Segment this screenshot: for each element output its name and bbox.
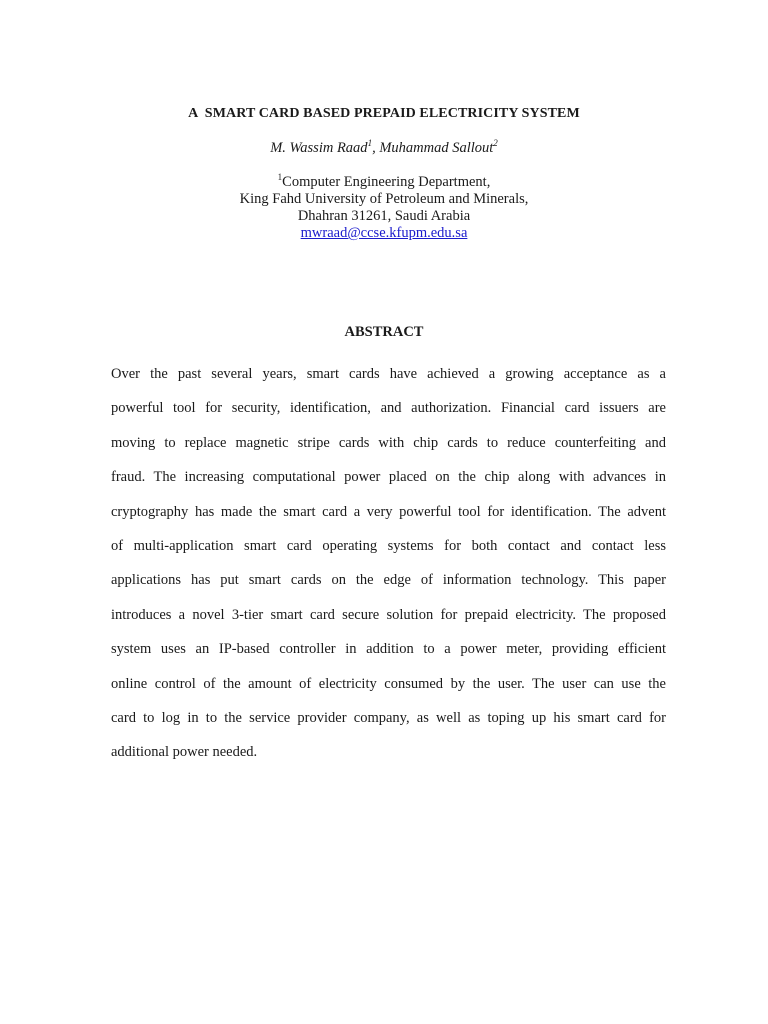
abstract-line: additional power needed. [111,744,258,761]
abstract-line: introduces a novel 3-tier smart card secure solution for prepaid electricity. The proposed [111,606,666,623]
author-name: M. Wassim Raad [270,140,368,156]
abstract-line: card to log in to the service provider company, as well as toping up his smart card for [111,709,666,726]
abstract-line: applications has put smart cards on the edge of information technology. This paper [111,572,666,589]
author-email-link[interactable]: mwraad@ccse.kfupm.edu.sa [300,225,468,241]
affiliation-department [0,174,768,191]
author-affiliation-marker: 2 [493,138,498,148]
abstract-line: system uses an IP-based controller in addition to a power meter, providing efficient [111,641,666,658]
author-name: Muhammad Sallout [379,140,494,156]
abstract-line: fraud. The increasing computational power placed on the chip along with advances in [111,469,666,486]
abstract-line: of multi-application smart card operating systems for both contact and contact less [111,537,666,554]
abstract-heading: ABSTRACT [344,324,424,340]
abstract-line: cryptography has made the smart card a very powerful tool for identification. The advent [111,503,666,520]
author-affiliation-marker: 1 [367,138,373,148]
abstract-line: powerful tool for security, identification, and authorization. Financial card issuers are [111,400,666,417]
paper-title: A SMART CARD BASED PREPAID ELECTRICITY SYSTEM [188,106,580,121]
affiliation-block [0,174,768,242]
abstract-line: moving to replace magnetic stripe cards with chip cards to reduce counterfeiting and [111,434,666,451]
affiliation-address: Dhahran 31261, Saudi Arabia [297,208,471,224]
affiliation-department-text: Computer Engineering Department, [282,174,491,190]
abstract-line: Over the past several years, smart cards have achieved a growing acceptance as a [111,366,666,382]
author-list [0,140,768,157]
affiliation-university: King Fahd University of Petroleum and Minerals, [239,191,529,207]
abstract-line: online control of the amount of electricity consumed by the user. The user can use the [111,675,666,692]
affiliation-marker: 1 [277,172,283,182]
author-separator: , [372,140,380,156]
abstract-body [111,357,666,770]
